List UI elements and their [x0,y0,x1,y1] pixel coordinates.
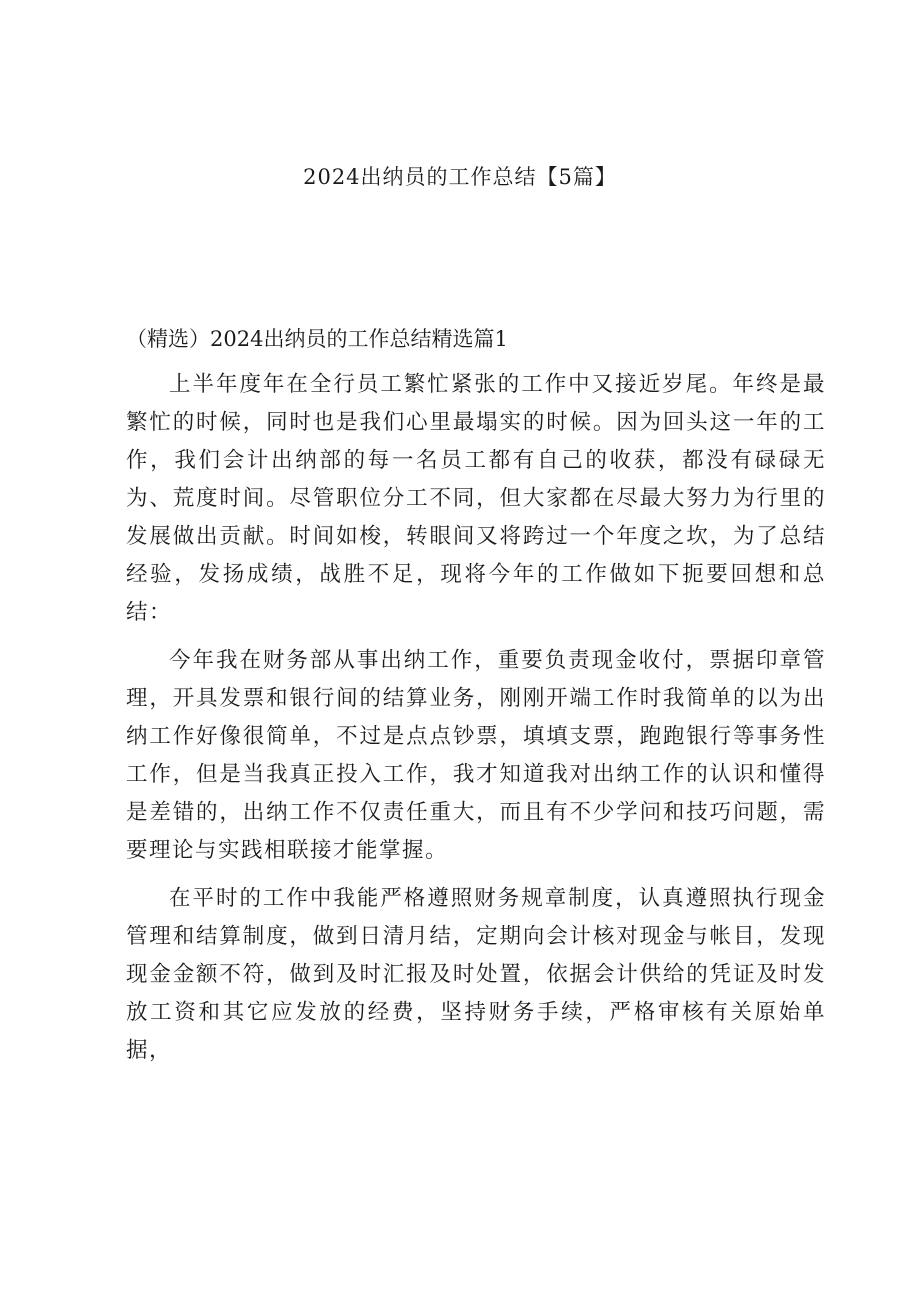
paragraph-1: 上半年度年在全行员工繁忙紧张的工作中又接近岁尾。年终是最繁忙的时候，同时也是我们心里最塌实的时候。因为回头这一年的工作，我们会计出纳部的每一名员工都有自己的收获，都没有碌碌无为、荒度时间。尽管职位分工不同，但大家都在尽最大努力为行里的发展做出贡献。时间如梭，转眼间又将跨过一个年度之坎，为了总结经验，发扬成绩，战胜不足，现将今年的工作做如下扼要回想和总结： [126,372,826,625]
document-body [126,366,826,1080]
paragraph-3: 在平时的工作中我能严格遵照财务规章制度，认真遵照执行现金管理和结算制度，做到日清月结，定期向会计核对现金与帐目，发现现金金额不符，做到及时汇报及时处置，依据会计供给的凭证及时发放工资和其它应发放的经费，坚持财务手续，严格审核有关原始单据， [126,886,826,1063]
section-heading: （精选）2024出纳员的工作总结精选篇1 [126,327,508,351]
paragraph-2: 今年我在财务部从事出纳工作，重要负责现金收付，票据印章管理，开具发票和银行间的结算业务，刚刚开端工作时我简单的以为出纳工作好像很简单，不过是点点钞票，填填支票，跑跑银行等事务性工作，但是当我真正投入工作，我才知道我对出纳工作的认识和懂得是差错的，出纳工作不仅责任重大，而且有不少学问和技巧问题，需要理论与实践相联接才能掌握。 [126,648,826,863]
document-title: 2024出纳员的工作总结【5篇】 [303,165,617,189]
